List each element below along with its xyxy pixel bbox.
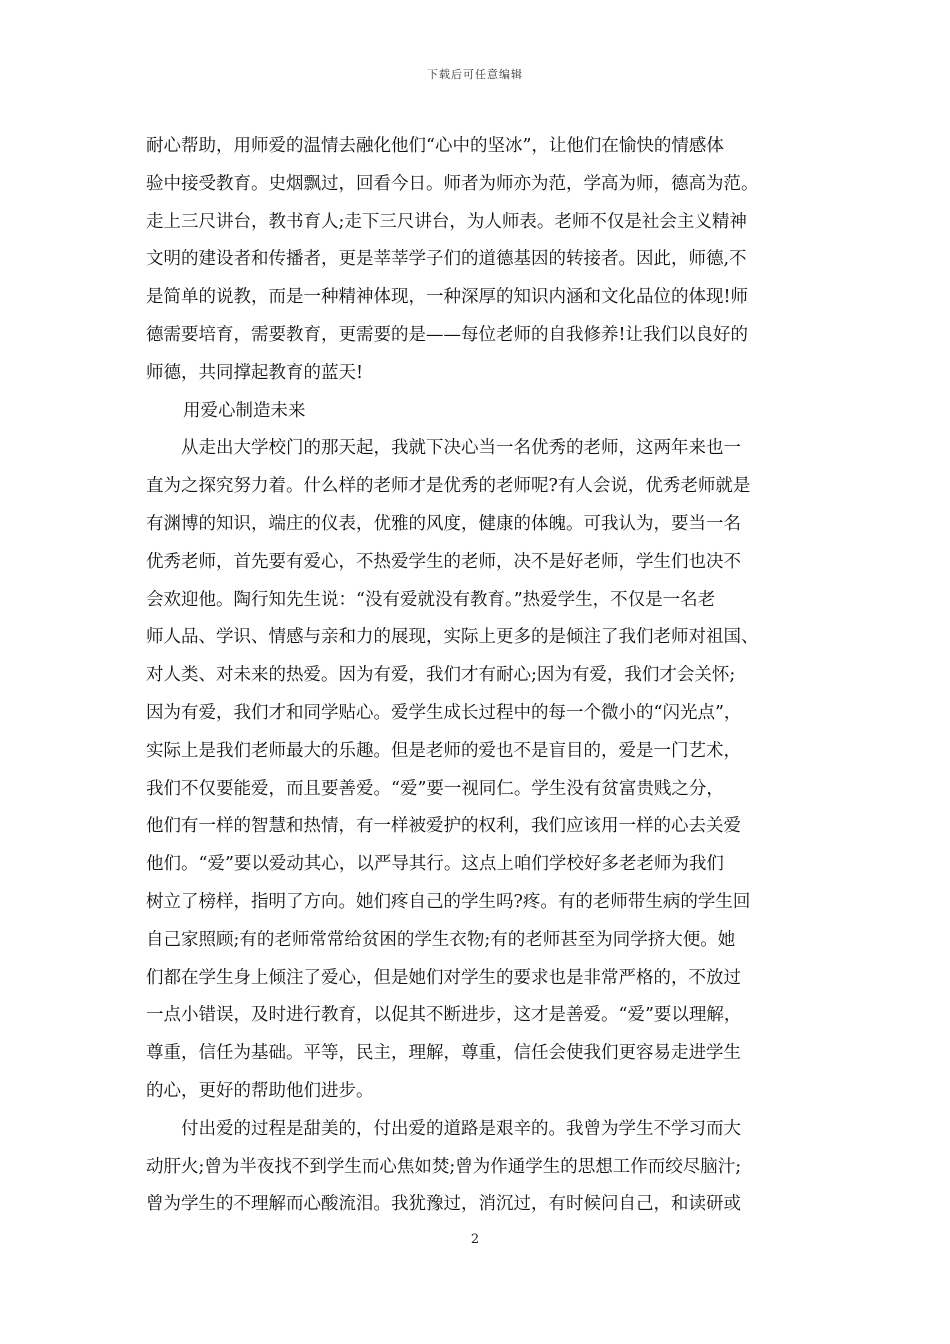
text-line: 他们有一样的智慧和热情，有一样被爱护的权利，我们应该用一样的心去关爱	[146, 816, 741, 837]
text-line: 他们。“爱”要以爱动其心，以严导其行。这点上咱们学校好多老老师为我们	[146, 854, 724, 875]
text-line: 耐心帮助，用师爱的温情去融化他们“心中的坚冰”，让他们在愉快的情感体	[146, 136, 724, 156]
text-line: 师人品、学识、情感与亲和力的展现，实际上更多的是倾注了我们老师对祖国、	[146, 627, 759, 648]
text-line: 德需要培育，需要教育，更需要的是——每位老师的自我修养!让我们以良好的	[146, 324, 749, 345]
page-number: 2	[470, 1232, 480, 1247]
text-line: 我们不仅要能爱，而且要善爱。“爱”要一视同仁。学生没有贫富贵贱之分，	[146, 778, 724, 799]
text-line: 自己家照顾;有的老师常常给贫困的学生衣物;有的老师甚至为同学挤大便。她	[146, 929, 736, 950]
text-line: 实际上是我们老师最大的乐趣。但是老师的爱也不是盲目的，爱是一门艺术，	[146, 740, 741, 761]
text-line: 文明的建设者和传播者，更是莘莘学子们的道德基因的转接者。因此，师德,不	[146, 249, 747, 270]
text-line: 因为有爱，我们才和同学贴心。爱学生成长过程中的每一个微小的“闪光点”，	[146, 702, 742, 723]
text-line: 一点小错误，及时进行教育，以促其不断进步，这才是善爱。“爱”要以理解，	[146, 1005, 742, 1026]
text-line: 对人类、对未来的热爱。因为有爱，我们才有耐心;因为有爱，我们才会关怀;	[146, 665, 736, 686]
text-line: 是简单的说教，而是一种精神体现，一种深厚的知识内涵和文化品位的体现!师	[146, 287, 749, 308]
text-line: 付出爱的过程是甜美的，付出爱的道路是艰辛的。我曾为学生不学习而大	[146, 1118, 741, 1139]
text-line: 师德，共同撑起教育的蓝天!	[146, 362, 364, 383]
text-line: 走上三尺讲台，教书育人;走下三尺讲台，为人师表。老师不仅是社会主义精神	[146, 211, 747, 232]
text-line: 直为之探究努力着。什么样的老师才是优秀的老师呢?有人会说，优秀老师就是	[146, 476, 751, 497]
text-line: 尊重，信任为基础。平等，民主，理解，尊重，信任会使我们更容易走进学生	[146, 1043, 741, 1064]
page-header: 下载后可任意编辑	[427, 68, 523, 81]
text-line: 们都在学生身上倾注了爱心，但是她们对学生的要求也是非常严格的，不放过	[146, 967, 741, 988]
text-line: 优秀老师，首先要有爱心，不热爱学生的老师，决不是好老师，学生们也决不	[146, 551, 741, 572]
text-line: 的心，更好的帮助他们进步。	[146, 1080, 374, 1101]
text-line: 有渊博的知识，端庄的仪表，优雅的风度，健康的体魄。可我认为，要当一名	[146, 513, 741, 534]
text-line: 会欢迎他。陶行知先生说：“没有爱就没有教育。”热爱学生，不仅是一名老	[146, 589, 716, 610]
document-body	[146, 128, 816, 1224]
text-line: 从走出大学校门的那天起，我就下决心当一名优秀的老师，这两年来也一	[146, 438, 741, 459]
text-line: 树立了榜样，指明了方向。她们疼自己的学生吗?疼。有的老师带生病的学生回	[146, 891, 751, 912]
text-line: 动肝火;曾为半夜找不到学生而心焦如焚;曾为作通学生的思想工作而绞尽脑汁;	[146, 1156, 742, 1177]
section-heading: 用爱心制造未来	[148, 400, 306, 421]
text-line: 验中接受教育。史烟飘过，回看今日。师者为师亦为范，学高为师，德高为范。	[146, 173, 759, 194]
text-line: 曾为学生的不理解而心酸流泪。我犹豫过，消沉过，有时候问自己，和读研或	[146, 1194, 741, 1215]
